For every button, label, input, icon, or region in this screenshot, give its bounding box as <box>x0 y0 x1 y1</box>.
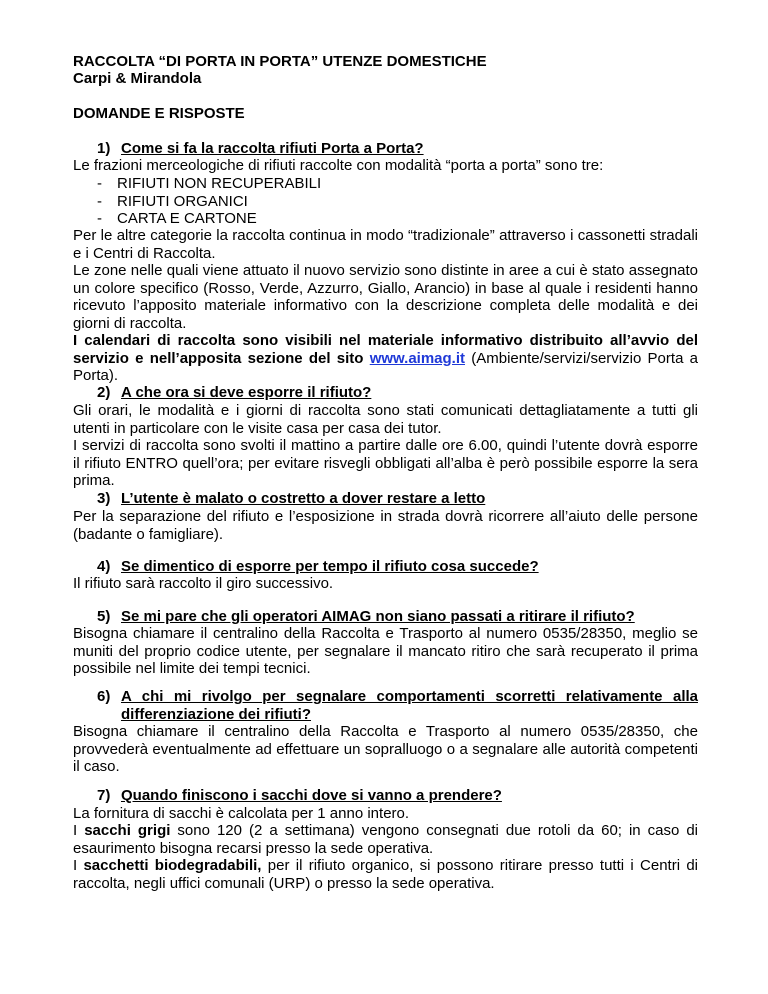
question-text: Quando finiscono i sacchi dove si vanno a prendere? <box>121 787 502 804</box>
answer-1-intro: Le frazioni merceologiche di rifiuti raccolte con modalità “porta a porta” sono tre: <box>73 157 604 174</box>
question-text: Se mi pare che gli operatori AIMAG non siano passati a ritirare il rifiuto? <box>121 608 635 625</box>
answer-7-grey-bags: I sacchi grigi sono 120 (2 a settimana) vengono consegnati due rotoli da 60; in caso di esaurimento bisogna recarsi presso la sede operativa. <box>73 822 699 857</box>
answer-7-paragraph: La fornitura di sacchi è calcolata per 1 anno intero. <box>73 805 410 822</box>
answer-1-calendar-note: I calendari di raccolta sono visibili nel materiale informativo distribuito all’avvio del servizio e nell’apposita sezione del sito www.aimag.it (Ambiente/servizi/servizio Porta a Porta). <box>73 332 698 384</box>
answer-5-paragraph: Bisogna chiamare il centralino della Raccolta e Trasporto al numero 0535/28350, meglio se muniti del proprio codice utente, per segnalare il mancato ritiro che sarà recuperato il prima possibile nel limite dei tempi tecnici. <box>73 625 698 677</box>
question-text: Come si fa la raccolta rifiuti Porta a Porta? <box>121 140 424 157</box>
answer-2-paragraph: Gli orari, le modalità e i giorni di raccolta sono stati comunicati dettagliatamente a tutti gli utenti in particolare con le visite casa per casa dei tutor. <box>73 402 698 437</box>
answer-2-paragraph: I servizi di raccolta sono svolti il mattino a partire dalle ore 6.00, quindi l’utente dovrà esporre il rifiuto ENTRO quell’ora; per evitare risvegli obbligati all’alba è però possibile esporre la sera prima. <box>73 437 698 489</box>
list-item: - CARTA E CARTONE <box>97 210 257 227</box>
question-2 <box>97 384 698 402</box>
question-text: A che ora si deve esporre il rifiuto? <box>121 384 372 401</box>
answer-1-paragraph: Per le altre categorie la raccolta continua in modo “tradizionale” attraverso i cassonetti stradali e i Centri di Raccolta. <box>73 227 698 262</box>
question-number: 4) <box>97 558 111 575</box>
document-subtitle: Carpi & Mirandola <box>73 70 202 87</box>
question-3 <box>97 490 698 508</box>
answer-4-paragraph: Il rifiuto sarà raccolto il giro successivo. <box>73 575 334 592</box>
answer-6-paragraph: Bisogna chiamare il centralino della Raccolta e Trasporto al numero 0535/28350, che provvederà eventualmente ad effettuare un sopralluogo o a segnalare alle autorità competenti il caso. <box>73 723 698 775</box>
question-4 <box>97 558 698 576</box>
question-6 <box>97 688 698 723</box>
question-1 <box>97 140 698 158</box>
question-text: L’utente è malato o costretto a dover restare a letto <box>121 490 486 507</box>
question-5 <box>97 608 698 626</box>
answer-3-paragraph: Per la separazione del rifiuto e l’esposizione in strada dovrà ricorrere all’aiuto delle persone (badante o famigliare). <box>73 508 698 543</box>
answer-1-paragraph: Le zone nelle quali viene attuato il nuovo servizio sono distinte in aree a cui è stato assegnato un colore specifico (Rosso, Verde, Azzurro, Giallo, Arancio) in base al quale i residenti hanno ricevuto l’apposito materiale informativo con la descrizione completa delle modalità e dei giorni di raccolta. <box>73 262 698 332</box>
question-7 <box>97 787 698 805</box>
list-item: - RIFIUTI ORGANICI <box>97 192 248 210</box>
section-heading: DOMANDE E RISPOSTE <box>73 105 245 122</box>
question-number: 7) <box>97 787 111 804</box>
question-text: A chi mi rivolgo per segnalare comportamenti scorretti relativamente alla differenziazione dei rifiuti? <box>121 688 698 723</box>
question-text: Se dimentico di esporre per tempo il rifiuto cosa succede? <box>121 558 539 575</box>
question-number: 2) <box>97 384 111 401</box>
document-title: RACCOLTA “DI PORTA IN PORTA” UTENZE DOMESTICHE <box>73 53 487 70</box>
answer-7-bio-bags: I sacchetti biodegradabili, per il rifiuto organico, si possono ritirare presso tutti i Centri di raccolta, negli uffici comunali (URP) o presso la sede operativa. <box>73 857 698 892</box>
list-item: - RIFIUTI NON RECUPERABILI <box>97 175 322 192</box>
website-link[interactable]: www.aimag.it <box>369 349 466 367</box>
question-number: 6) <box>97 688 111 705</box>
fraction-list <box>97 175 321 228</box>
question-number: 3) <box>97 490 111 507</box>
question-number: 1) <box>97 140 111 157</box>
question-number: 5) <box>97 608 111 625</box>
